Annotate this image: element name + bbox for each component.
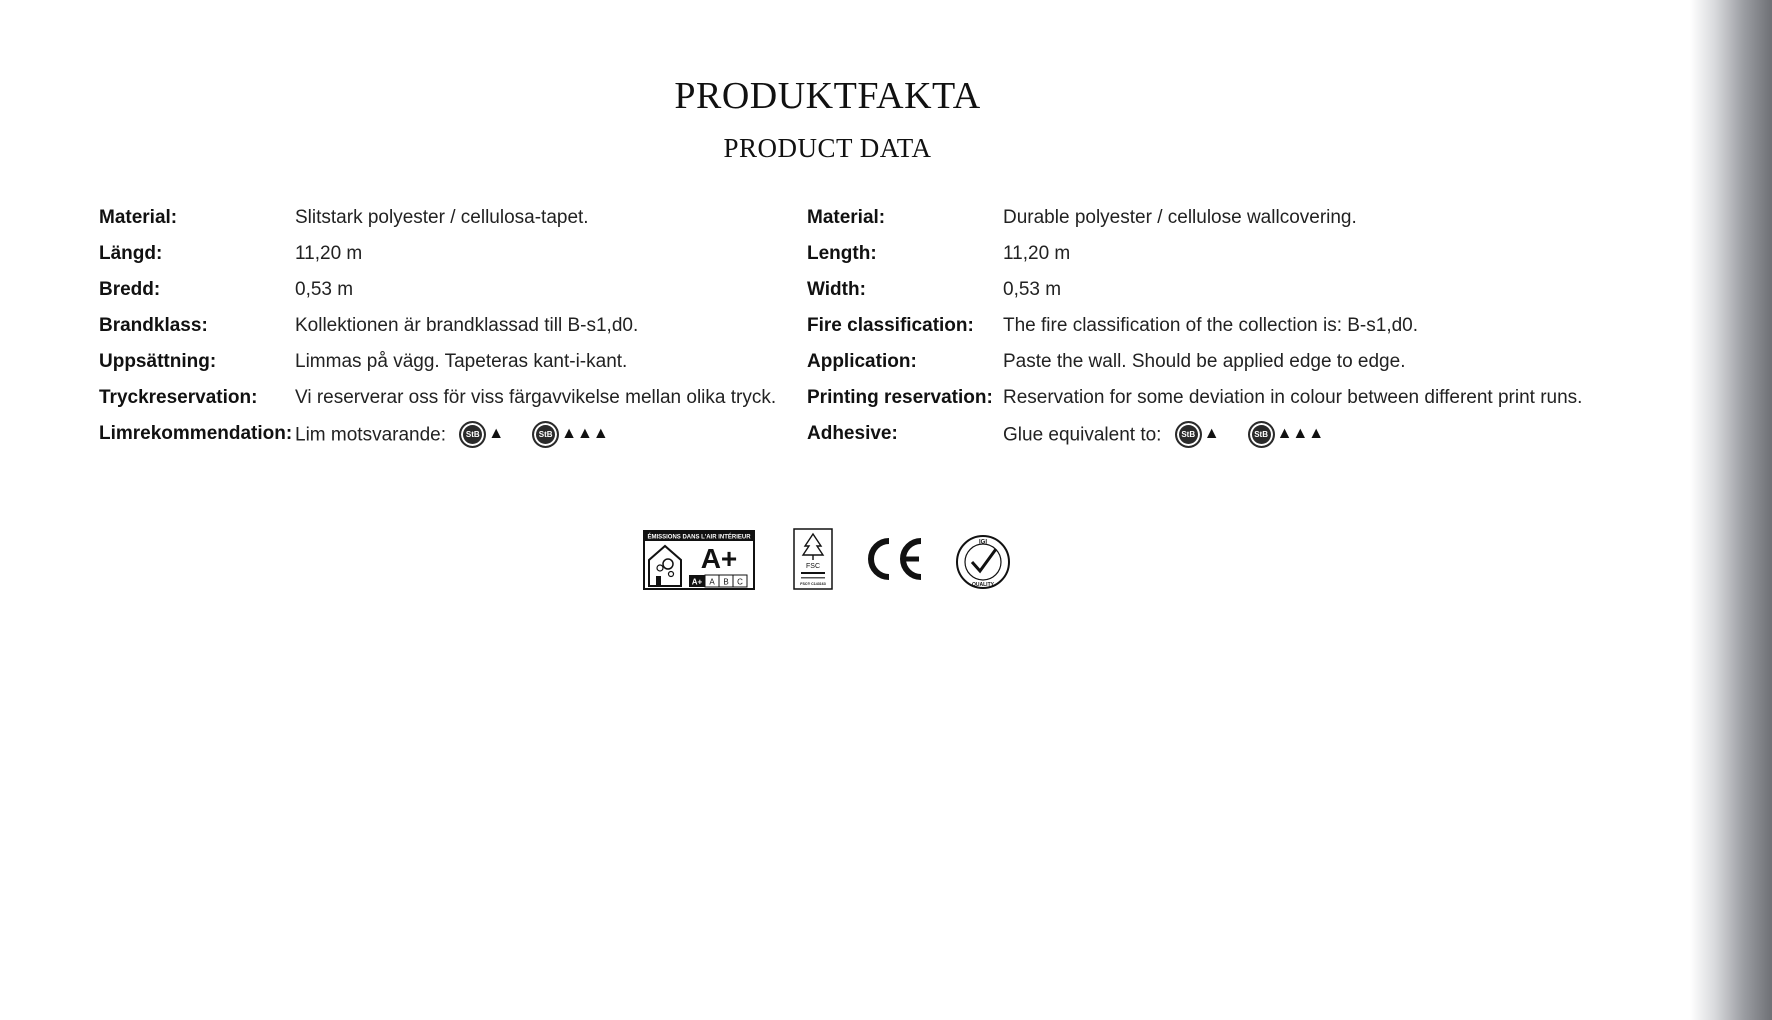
fact-value: 0,53 m: [295, 279, 354, 300]
igi-quality-logo: [955, 534, 1011, 590]
fact-value: 11,20 m: [1003, 243, 1071, 264]
certification-logos: [643, 530, 1023, 594]
fact-label: Material:: [807, 207, 886, 228]
stib-badge-icon: StB: [532, 421, 559, 448]
fact-value: Vi reserverar oss för viss färgavvikelse mellan olika tryck.: [295, 387, 777, 408]
igi-top-label: IGI: [978, 539, 988, 546]
fact-value: Slitstark polyester / cellulosa-tapet.: [295, 207, 589, 228]
fact-label: Uppsättning:: [99, 351, 217, 372]
fsc-code: FSC® C143163: [800, 582, 826, 586]
fsc-logo: [793, 528, 833, 590]
triangle-three-icon: ▲▲▲: [1276, 425, 1325, 442]
emissions-grade: A+: [700, 543, 738, 574]
fact-value: Kollektionen är brandklassad till B-s1,d0.: [295, 315, 639, 336]
page-title: PRODUKTFAKTA: [674, 75, 981, 117]
fact-label: Length:: [807, 243, 877, 264]
scale-b: B: [723, 577, 729, 587]
fact-label: Printing reservation:: [807, 387, 993, 408]
fact-label: Adhesive:: [807, 423, 898, 444]
fact-label: Limrekommendation:: [99, 423, 293, 444]
fact-value-glue: [295, 416, 609, 455]
emissions-a-plus-logo: [643, 530, 755, 590]
fact-value-glue: [1003, 416, 1324, 455]
fact-label: Application:: [807, 351, 917, 372]
fact-value: 11,20 m: [295, 243, 363, 264]
fact-value: 0,53 m: [1003, 279, 1062, 300]
fact-label: Width:: [807, 279, 866, 300]
triangle-three-icon: ▲▲▲: [561, 425, 609, 442]
glue-text: Lim motsvarande:: [295, 424, 447, 446]
fact-value: Reservation for some deviation in colour between different print runs.: [1003, 387, 1583, 408]
fsc-label: FSC: [806, 563, 820, 570]
glue-text: Glue equivalent to:: [1003, 424, 1162, 446]
fact-label: Tryckreservation:: [99, 387, 258, 408]
fact-label: Brandklass:: [99, 315, 208, 336]
triangle-one-icon: ▲: [488, 425, 505, 442]
fact-label: Bredd:: [99, 279, 161, 300]
page-edge-shadow: [1690, 0, 1772, 1020]
scale-c: C: [737, 577, 743, 587]
fact-value: Limmas på vägg. Tapeteras kant-i-kant.: [295, 351, 628, 372]
fact-label: Material:: [99, 207, 178, 228]
scale-a: A: [709, 577, 715, 587]
triangle-one-icon: ▲: [1203, 425, 1220, 442]
fact-value: The fire classification of the collection is: B-s1,d0.: [1003, 315, 1419, 336]
ce-mark-logo: [863, 536, 925, 582]
fact-value: Durable polyester / cellulose wallcovering.: [1003, 207, 1357, 228]
emissions-header: ÉMISSIONS DANS L'AIR INTÉRIEUR: [647, 534, 751, 541]
page-subtitle: PRODUCT DATA: [723, 133, 932, 163]
fact-value: Paste the wall. Should be applied edge to edge.: [1003, 351, 1406, 372]
scale-a-plus: A+: [691, 577, 703, 587]
fact-label: Längd:: [99, 243, 163, 264]
stib-badge-icon: StB: [1175, 421, 1202, 448]
stib-badge-icon: StB: [459, 421, 486, 448]
fact-label: Fire classification:: [807, 315, 974, 336]
igi-bottom-label: QUALITY: [972, 582, 994, 588]
stib-badge-icon: StB: [1248, 421, 1275, 448]
